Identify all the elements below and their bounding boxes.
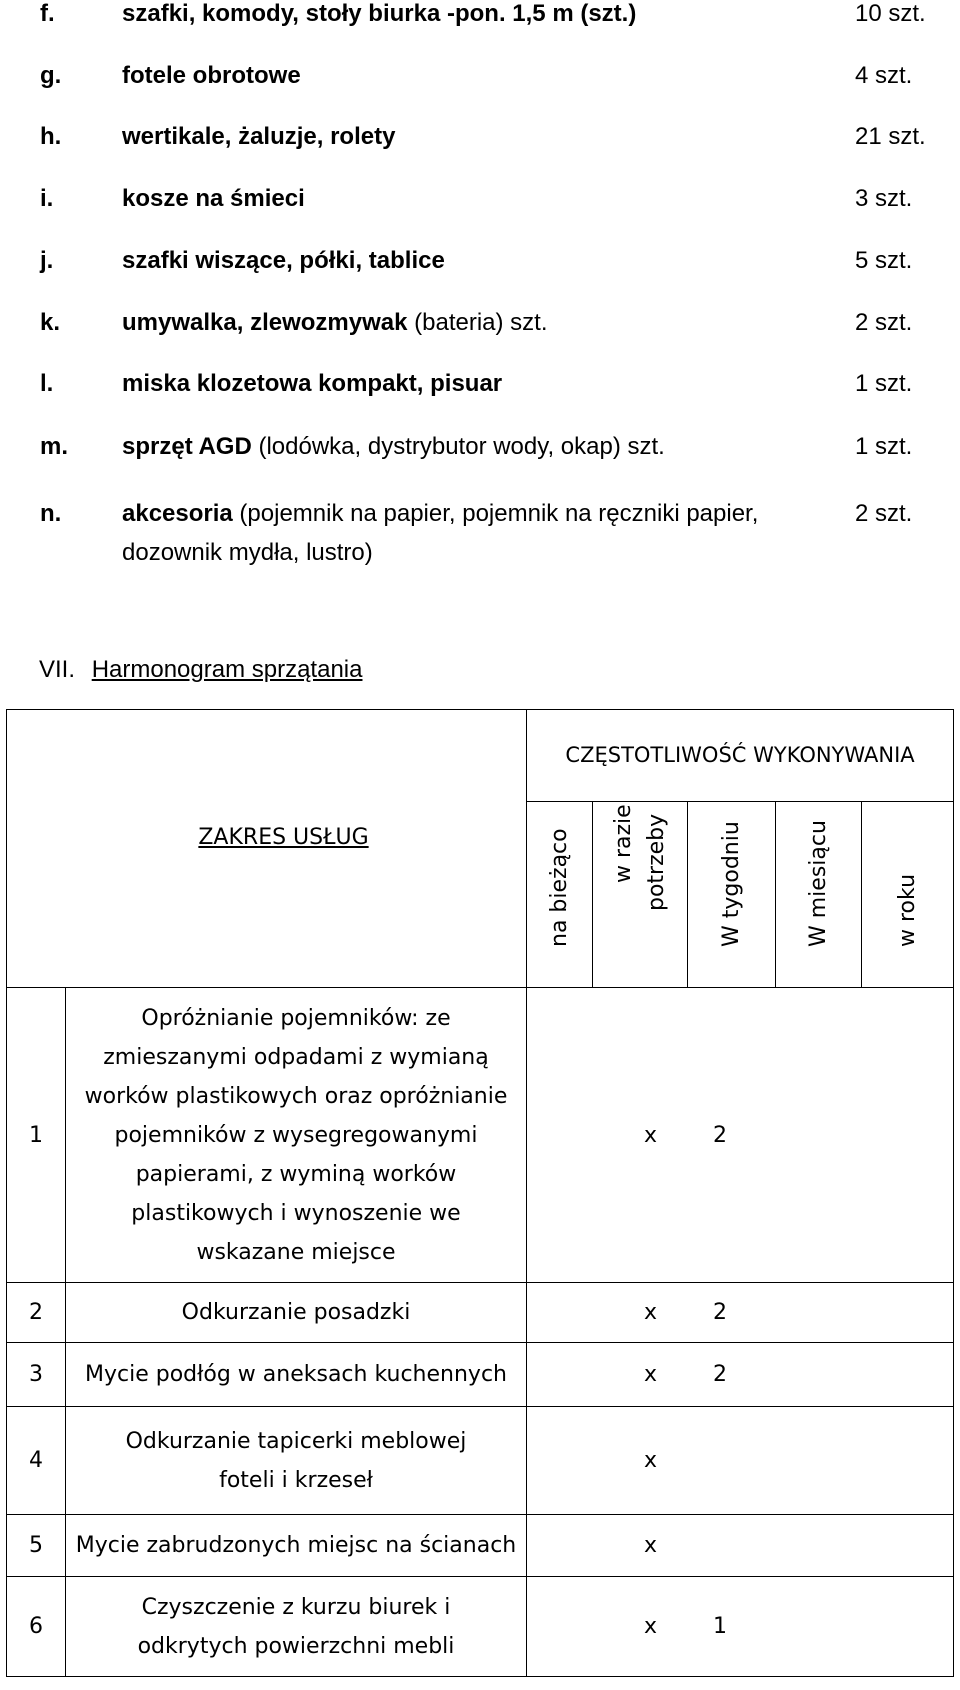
list-qty: 4 szt. — [855, 62, 913, 89]
row-frequency — [527, 1283, 954, 1343]
list-text-bold: fotele obrotowe — [122, 62, 301, 89]
row-count: 2 — [713, 1362, 727, 1387]
list-letter: m. — [40, 433, 69, 460]
row-frequency — [527, 1515, 954, 1577]
row-number: 6 — [7, 1577, 66, 1677]
list-qty: 1 szt. — [855, 370, 913, 397]
list-qty: 5 szt. — [855, 247, 913, 274]
row-number: 1 — [7, 988, 66, 1283]
list-text-bold: umywalka, zlewozmywak — [122, 309, 408, 336]
list-text — [122, 0, 812, 29]
list-qty: 2 szt. — [855, 500, 913, 527]
list-text — [122, 245, 812, 276]
list-qty: 10 szt. — [855, 0, 926, 27]
list-letter: n. — [40, 500, 62, 527]
row-frequency — [527, 1343, 954, 1407]
section-title: Harmonogram sprzątania — [91, 656, 363, 683]
row-description: Odkurzanie posadzki — [66, 1283, 527, 1343]
row-mark: x — [643, 1300, 657, 1325]
section-heading — [39, 656, 362, 684]
freq-header-cell — [527, 802, 593, 988]
row-frequency — [527, 1577, 954, 1677]
list-qty: 3 szt. — [855, 185, 913, 212]
list-text-rest: (pojemnik na papier, pojemnik na ręczniki papier, dozownik mydła, lustro) — [122, 500, 759, 566]
list-text-rest: (lodówka, dystrybutor wody, okap) szt. — [251, 433, 665, 460]
table-row — [7, 1283, 954, 1343]
row-mark: x — [643, 1122, 657, 1148]
row-description: Opróżnianie pojemników: ze zmieszanymi odpadami z wymianą worków plastikowych oraz opróżnianie pojemników z wysegregowanymi papierami, z wyminą worków plastikowych i wynoszenie we wskazane miejsce — [66, 988, 527, 1283]
freq-header-cell — [593, 802, 688, 988]
row-frequency — [527, 988, 954, 1283]
list-letter: f. — [40, 0, 55, 27]
row-count: 1 — [713, 1614, 727, 1639]
row-description: Odkurzanie tapicerki meblowej foteli i krzeseł — [66, 1407, 527, 1515]
row-number: 5 — [7, 1515, 66, 1577]
row-number: 4 — [7, 1407, 66, 1515]
list-text — [122, 121, 812, 152]
list-text — [122, 307, 812, 338]
frequency-group-header: CZĘSTOTLIWOŚĆ WYKONYWANIA — [527, 710, 954, 802]
scope-header-cell — [7, 710, 527, 988]
list-text-bold: akcesoria — [122, 500, 233, 527]
row-count — [657, 1441, 727, 1480]
list-letter: i. — [40, 185, 54, 212]
list-text-rest: (bateria) szt. — [407, 309, 548, 336]
row-count — [657, 1526, 727, 1565]
row-mark: x — [643, 1533, 657, 1558]
list-qty: 21 szt. — [855, 123, 926, 150]
table-row — [7, 1577, 954, 1677]
list-text-bold: miska klozetowa kompakt, pisuar — [122, 370, 503, 397]
list-letter: k. — [40, 309, 61, 336]
list-letter: g. — [40, 62, 62, 89]
list-text-bold: wertikale, żaluzje, rolety — [122, 123, 396, 150]
list-text-bold: szafki, komody, stoły biurka -pon. 1,5 m (szt.) — [122, 0, 637, 27]
list-text-bold: sprzęt AGD — [122, 433, 252, 460]
section-number: VII. — [39, 656, 76, 683]
table-row — [7, 1407, 954, 1515]
row-mark: x — [643, 1448, 657, 1473]
freq-header-line: w razie — [611, 804, 636, 883]
row-mark: x — [643, 1362, 657, 1387]
list-letter: j. — [40, 247, 54, 274]
list-text-bold: szafki wiszące, półki, tablice — [122, 247, 445, 274]
row-description: Mycie podłóg w aneksach kuchennych — [66, 1343, 527, 1407]
scope-header: ZAKRES USŁUG — [198, 825, 369, 850]
freq-header-label — [607, 804, 673, 911]
list-letter: h. — [40, 123, 62, 150]
list-text — [122, 183, 812, 214]
freq-header-label: w roku — [894, 873, 920, 947]
row-mark: x — [643, 1614, 657, 1639]
row-number: 3 — [7, 1343, 66, 1407]
freq-header-cell — [862, 802, 954, 988]
freq-header-line: potrzeby — [644, 813, 669, 911]
row-frequency — [527, 1407, 954, 1515]
list-qty: 2 szt. — [855, 309, 913, 336]
freq-header-cell — [776, 802, 862, 988]
row-count: 2 — [713, 1300, 727, 1325]
list-qty: 1 szt. — [855, 433, 913, 460]
table-row — [7, 1343, 954, 1407]
freq-header-label: W tygodniu — [718, 821, 744, 947]
row-number: 2 — [7, 1283, 66, 1343]
list-text — [122, 60, 812, 91]
list-text-bold: kosze na śmieci — [122, 185, 305, 212]
schedule-table — [6, 709, 954, 1677]
row-count: 2 — [713, 1122, 727, 1148]
freq-header-label: W miesiącu — [805, 820, 831, 947]
row-description: Czyszczenie z kurzu biurek i odkrytych powierzchni mebli — [66, 1577, 527, 1677]
table-row — [7, 988, 954, 1283]
freq-header-cell — [688, 802, 776, 988]
list-text — [122, 431, 812, 462]
list-letter: l. — [40, 370, 54, 397]
freq-header-label: na bieżąco — [546, 828, 572, 947]
row-description: Mycie zabrudzonych miejsc na ścianach — [66, 1515, 527, 1577]
list-text — [122, 494, 802, 572]
list-text — [122, 368, 812, 399]
table-row — [7, 1515, 954, 1577]
